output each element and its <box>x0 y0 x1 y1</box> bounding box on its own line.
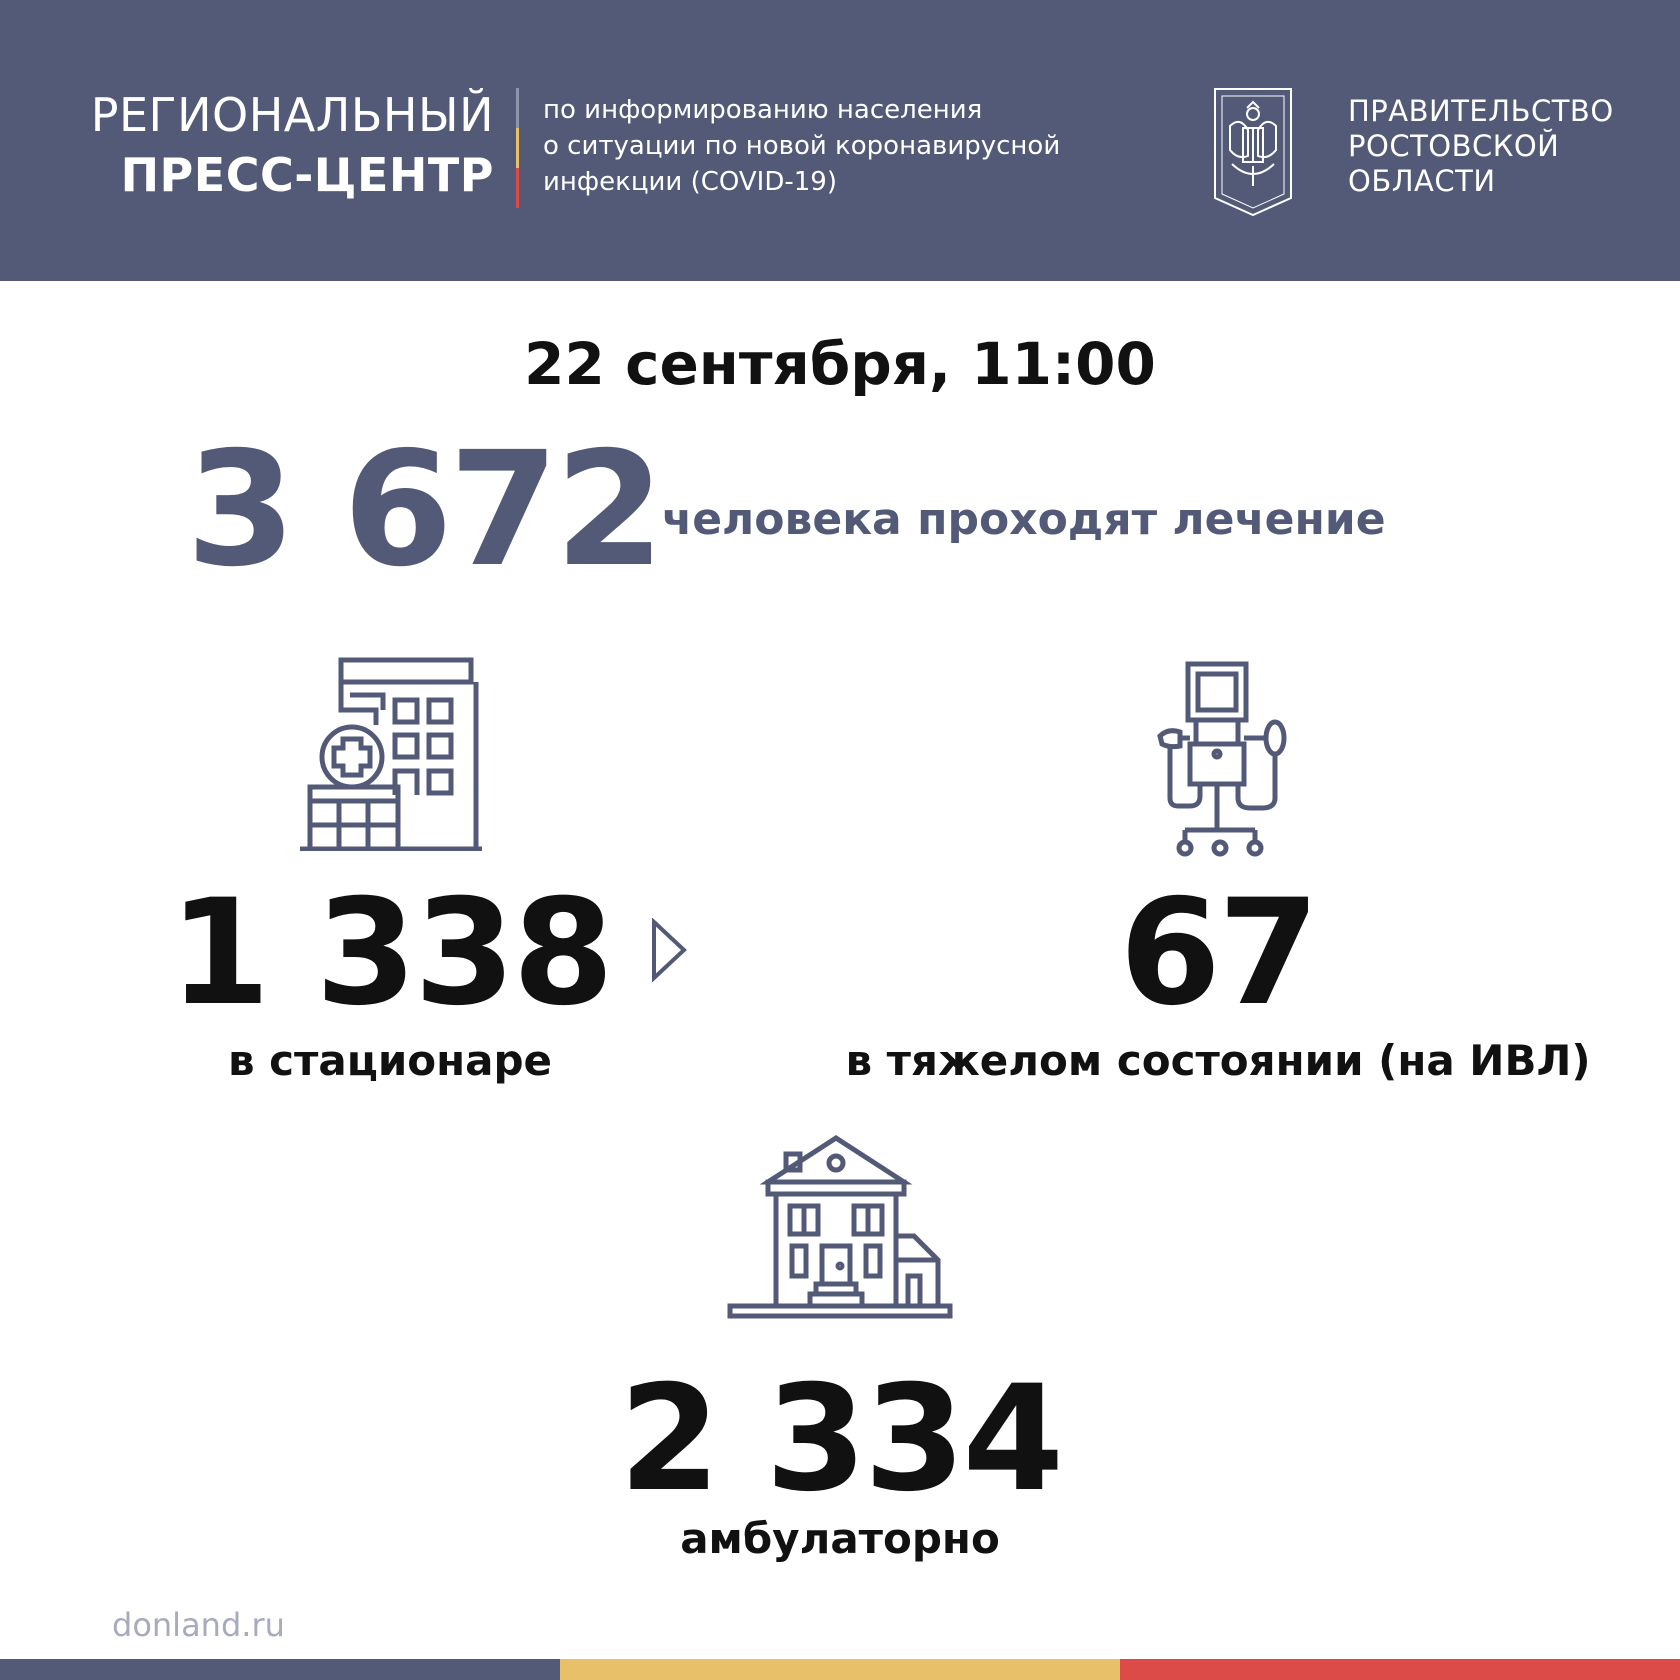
subtitle-line: инфекции (COVID-19) <box>543 167 837 197</box>
header-banner <box>0 0 1680 281</box>
tricolor-footer-bar <box>0 1659 1680 1680</box>
press-center-subtitle <box>543 92 1143 200</box>
hospital-count: 1 338 <box>168 868 612 1038</box>
brand-title-line2: ПРЕСС-ЦЕНТР <box>120 148 494 202</box>
government-line: РОСТОВСКОЙ <box>1348 129 1560 163</box>
outpatient-count: 2 334 <box>618 1354 1062 1524</box>
report-date: 22 сентября, 11:00 <box>524 330 1156 398</box>
coat-of-arms-icon <box>1212 86 1294 218</box>
subtitle-line: о ситуации по новой коронавирусной <box>543 131 1061 161</box>
footer-stripe-slate <box>0 1659 560 1680</box>
chevron-right-icon <box>650 918 690 982</box>
hospital-label: в стационаре <box>227 1036 553 1085</box>
hospital-icon <box>298 655 484 851</box>
footer-stripe-yellow <box>560 1659 1120 1680</box>
government-title <box>1348 94 1614 199</box>
total-patients-label: человека проходят лечение <box>662 494 1386 545</box>
ventilator-icon <box>1150 658 1290 858</box>
outpatient-label: амбулаторно <box>680 1514 1000 1563</box>
subtitle-line: по информированию населения <box>543 95 983 125</box>
website-link[interactable]: donland.ru <box>112 1606 285 1644</box>
severe-count: 67 <box>1119 868 1317 1038</box>
total-patients-count: 3 672 <box>186 418 661 602</box>
brand-title-line1: РЕГИОНАЛЬНЫЙ <box>90 88 494 142</box>
government-line: ОБЛАСТИ <box>1348 164 1496 198</box>
footer-stripe-red <box>1120 1659 1680 1680</box>
house-icon <box>726 1134 954 1320</box>
severe-label: в тяжелом состоянии (на ИВЛ) <box>845 1036 1591 1085</box>
government-line: ПРАВИТЕЛЬСТВО <box>1348 94 1614 128</box>
tricolor-divider <box>516 88 519 208</box>
